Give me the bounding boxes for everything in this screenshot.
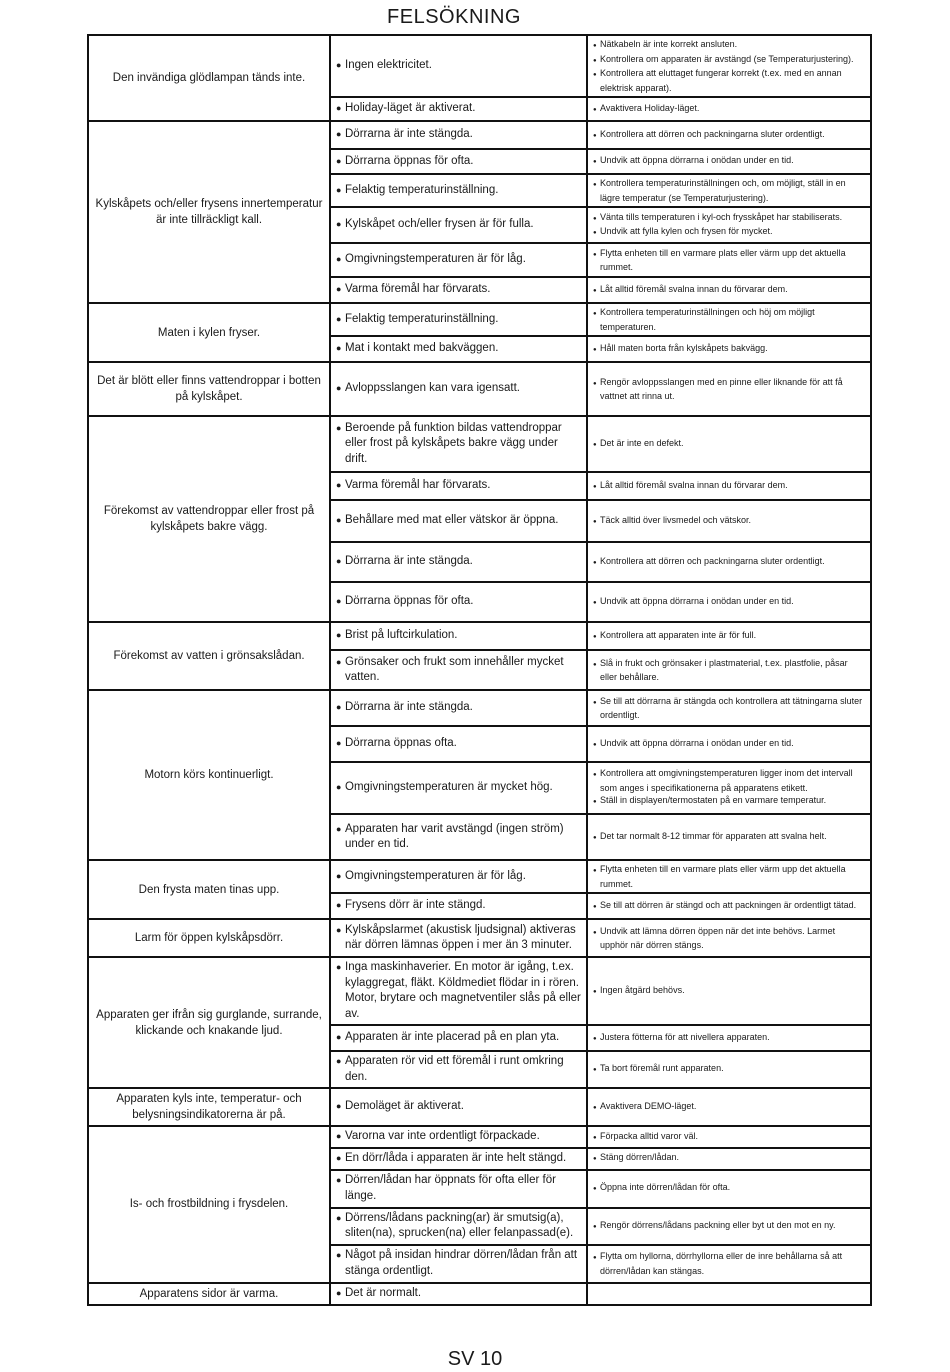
solution-cell	[587, 622, 871, 650]
cause-text: ● Apparaten har varit avstängd (ingen ström) under en tid.	[336, 822, 581, 853]
solution-text: ● Avaktivera Holiday-läget.	[593, 102, 865, 117]
cause-cell	[330, 582, 587, 622]
cause-text: ● Brist på luftcirkulation.	[336, 628, 581, 644]
cause-cell	[330, 207, 587, 243]
cause-cell	[330, 472, 587, 500]
cause-text: ● Behållare med mat eller vätskor är öppna.	[336, 513, 581, 529]
solution-cell	[587, 500, 871, 542]
solution-text: ● Kontrollera att dörren och packningarna sluter ordentligt.	[593, 128, 865, 143]
solution-cell	[587, 207, 871, 243]
cause-cell	[330, 650, 587, 690]
cause-cell	[330, 174, 587, 207]
table-row	[88, 416, 871, 472]
solution-cell	[587, 1051, 871, 1088]
cause-text: ● Felaktig temperaturinställning.	[336, 183, 581, 199]
table-row	[88, 1088, 871, 1126]
problem-cell: Den invändiga glödlampan tänds inte.	[88, 35, 330, 121]
solution-cell	[587, 893, 871, 919]
cause-text: ● Dörren/lådan har öppnats för ofta eller för länge.	[336, 1173, 581, 1204]
problem-cell: Det är blött eller finns vattendroppar i botten på kylskåpet.	[88, 362, 330, 416]
solution-cell	[587, 1245, 871, 1283]
cause-cell	[330, 860, 587, 893]
problem-cell: Is- och frostbildning i frysdelen.	[88, 1126, 330, 1283]
cause-text: ● Kylskåpet och/eller frysen är för fulla.	[336, 217, 581, 233]
cause-text: ● Ingen elektricitet.	[336, 58, 581, 74]
solution-cell	[587, 690, 871, 726]
cause-cell	[330, 1025, 587, 1051]
cause-text: ● Avloppsslangen kan vara igensatt.	[336, 381, 581, 397]
cause-cell	[330, 1051, 587, 1088]
solution-cell	[587, 542, 871, 582]
cause-text: ● En dörr/låda i apparaten är inte helt stängd.	[336, 1151, 581, 1167]
solution-text: ● Avaktivera DEMO-läget.	[593, 1100, 865, 1115]
solution-cell	[587, 1148, 871, 1170]
solution-cell	[587, 336, 871, 362]
solution-text: ● Flytta enheten till en varmare plats eller värm upp det aktuella rummet.	[593, 247, 865, 274]
table-row	[88, 121, 871, 149]
solution-text: ● Förpacka alltid varor väl.	[593, 1130, 865, 1145]
solution-text: ● Ställ in displayen/termostaten på en varmare temperatur.	[593, 794, 865, 809]
solution-text: ● Undvik att fylla kylen och frysen för mycket.	[593, 225, 865, 240]
solution-text: ● Undvik att öppna dörrarna i onödan under en tid.	[593, 595, 865, 610]
cause-text: ● Beroende på funktion bildas vattendroppar eller frost på kylskåpets bakre vägg under drift.	[336, 421, 581, 468]
solution-text: ● Undvik att lämna dörren öppen när det inte behövs. Larmet upphör när dörren stängs.	[593, 925, 865, 952]
cause-cell	[330, 726, 587, 762]
solution-text: ● Kontrollera att dörren och packningarna sluter ordentligt.	[593, 555, 865, 570]
problem-cell: Motorn körs kontinuerligt.	[88, 690, 330, 860]
cause-text: ● Varorna var inte ordentligt förpackade.	[336, 1129, 581, 1145]
solution-text: ● Öppna inte dörren/lådan för ofta.	[593, 1181, 865, 1196]
cause-text: ● Apparaten är inte placerad på en plan yta.	[336, 1030, 581, 1046]
cause-text: ● Apparaten rör vid ett föremål i runt omkring den.	[336, 1054, 581, 1085]
cause-cell	[330, 277, 587, 303]
problem-cell: Apparatens sidor är varma.	[88, 1283, 330, 1305]
solution-text: ● Nätkabeln är inte korrekt ansluten.	[593, 38, 865, 53]
cause-text: ● Felaktig temperaturinställning.	[336, 312, 581, 328]
table-row	[88, 622, 871, 650]
cause-text: ● Demoläget är aktiverat.	[336, 1099, 581, 1115]
solution-cell	[587, 1088, 871, 1126]
solution-text: ● Slå in frukt och grönsaker i plastmaterial, t.ex. plastfolie, påsar eller behållare.	[593, 657, 865, 684]
cause-text: ● Dörrarna öppnas för ofta.	[336, 594, 581, 610]
troubleshooting-table	[87, 34, 872, 1306]
table-row	[88, 919, 871, 957]
table-row	[88, 690, 871, 726]
solution-cell	[587, 814, 871, 860]
solution-cell	[587, 277, 871, 303]
cause-cell	[330, 542, 587, 582]
cause-cell	[330, 149, 587, 174]
solution-text: ● Ingen åtgärd behövs.	[593, 984, 865, 999]
cause-cell	[330, 1148, 587, 1170]
cause-cell	[330, 1126, 587, 1148]
cause-cell	[330, 97, 587, 121]
solution-cell	[587, 650, 871, 690]
solution-text: ● Se till att dörren är stängd och att packningen är ordentligt tätad.	[593, 899, 865, 914]
solution-text: ● Kontrollera att apparaten inte är för full.	[593, 629, 865, 644]
solution-cell	[587, 362, 871, 416]
solution-cell	[587, 1126, 871, 1148]
cause-cell	[330, 243, 587, 277]
cause-text: ● Dörrarna öppnas för ofta.	[336, 154, 581, 170]
cause-cell	[330, 622, 587, 650]
cause-text: ● Dörrarna är inte stängda.	[336, 554, 581, 570]
cause-text: ● Det är normalt.	[336, 1286, 581, 1302]
solution-cell	[587, 472, 871, 500]
solution-text: ● Justera fötterna för att nivellera apparaten.	[593, 1031, 865, 1046]
solution-text: ● Det tar normalt 8-12 timmar för apparaten att svalna helt.	[593, 830, 865, 845]
solution-text: ● Kontrollera att eluttaget fungerar korrekt (t.ex. med en annan elektrisk apparat).	[593, 67, 865, 94]
table-row	[88, 957, 871, 1025]
table-row	[88, 362, 871, 416]
cause-cell	[330, 303, 587, 336]
cause-text: ● Omgivningstemperaturen är för låg.	[336, 252, 581, 268]
solution-cell	[587, 860, 871, 893]
problem-cell: Maten i kylen fryser.	[88, 303, 330, 362]
cause-text: ● Mat i kontakt med bakväggen.	[336, 341, 581, 357]
solution-text: ● Kontrollera temperaturinställningen och, om möjligt, ställ in en lägre temperatur (se Temperaturjustering).	[593, 177, 865, 204]
solution-cell	[587, 121, 871, 149]
solution-text: ● Kontrollera att omgivningstemperaturen ligger inom det intervall som anges i specifikationerna på apparatens etikett.	[593, 767, 865, 794]
solution-cell	[587, 957, 871, 1025]
cause-text: ● Dörrarna öppnas ofta.	[336, 736, 581, 752]
cause-text: ● Dörrens/lådans packning(ar) är smutsig(a), sliten(na), sprucken(na) eller felanpassad(e).	[336, 1211, 581, 1242]
problem-cell: Apparaten kyls inte, temperatur- och belysningsindikatorerna är på.	[88, 1088, 330, 1126]
solution-cell	[587, 1208, 871, 1245]
solution-cell	[587, 726, 871, 762]
table-row	[88, 35, 871, 97]
cause-cell	[330, 957, 587, 1025]
problem-cell: Förekomst av vattendroppar eller frost på kylskåpets bakre vägg.	[88, 416, 330, 622]
solution-cell	[587, 919, 871, 957]
cause-text: ● Kylskåpslarmet (akustisk ljudsignal) aktiveras när dörren lämnas öppen i mer än 3 minuter.	[336, 923, 581, 954]
solution-text: ● Se till att dörrarna är stängda och kontrollera att tätningarna sluter ordentligt.	[593, 695, 865, 722]
solution-text: ● Undvik att öppna dörrarna i onödan under en tid.	[593, 737, 865, 752]
solution-text: ● Stäng dörren/lådan.	[593, 1151, 865, 1166]
page-title: FELSÖKNING	[387, 6, 521, 28]
solution-text: ● Flytta om hyllorna, dörrhyllorna eller de inre behållarna så att dörren/lådan kan stängas.	[593, 1250, 865, 1277]
cause-cell	[330, 336, 587, 362]
problem-cell: Förekomst av vatten i grönsakslådan.	[88, 622, 330, 690]
solution-text: ● Kontrollera temperaturinställningen och höj om möjligt temperaturen.	[593, 306, 865, 333]
cause-cell	[330, 1088, 587, 1126]
solution-cell	[587, 582, 871, 622]
cause-cell	[330, 762, 587, 814]
solution-text: ● Låt alltid föremål svalna innan du förvarar dem.	[593, 283, 865, 298]
solution-text: ● Flytta enheten till en varmare plats eller värm upp det aktuella rummet.	[593, 863, 865, 890]
solution-text: ● Rengör dörrens/lådans packning eller byt ut den mot en ny.	[593, 1219, 865, 1234]
cause-text: ● Grönsaker och frukt som innehåller mycket vatten.	[336, 655, 581, 686]
cause-text: ● Varma föremål har förvarats.	[336, 478, 581, 494]
solution-cell	[587, 1283, 871, 1305]
cause-text: ● Frysens dörr är inte stängd.	[336, 898, 581, 914]
cause-cell	[330, 416, 587, 472]
solution-cell	[587, 35, 871, 97]
solution-text: ● Kontrollera om apparaten är avstängd (se Temperaturjustering).	[593, 53, 865, 68]
cause-text: ● Omgivningstemperaturen är för låg.	[336, 869, 581, 885]
solution-cell	[587, 303, 871, 336]
cause-text: ● Något på insidan hindrar dörren/lådan från att stänga ordentligt.	[336, 1248, 581, 1279]
table-row	[88, 303, 871, 336]
cause-cell	[330, 893, 587, 919]
problem-cell: Apparaten ger ifrån sig gurglande, surrande, klickande och knakande ljud.	[88, 957, 330, 1088]
problem-cell: Den frysta maten tinas upp.	[88, 860, 330, 919]
solution-cell	[587, 243, 871, 277]
cause-cell	[330, 1170, 587, 1208]
solution-text: ● Rengör avloppsslangen med en pinne eller liknande för att få vattnet att rinna ut.	[593, 376, 865, 403]
cause-cell	[330, 35, 587, 97]
cause-cell	[330, 1283, 587, 1305]
cause-cell	[330, 919, 587, 957]
cause-cell	[330, 814, 587, 860]
cause-text: ● Inga maskinhaverier. En motor är igång, t.ex. kylaggregat, fläkt. Köldmediet flödar in i rören. Motor, brytare och magnetventiler slås på eller av.	[336, 960, 581, 1022]
solution-text: ● Ta bort föremål runt apparaten.	[593, 1062, 865, 1077]
cause-text: ● Omgivningstemperaturen är mycket hög.	[336, 780, 581, 796]
page-number: SV 10	[447, 1348, 503, 1370]
solution-cell	[587, 1025, 871, 1051]
cause-text: ● Dörrarna är inte stängda.	[336, 700, 581, 716]
problem-cell: Larm för öppen kylskåpsdörr.	[88, 919, 330, 957]
solution-text: ● Täck alltid över livsmedel och vätskor.	[593, 514, 865, 529]
table-row	[88, 1283, 871, 1305]
cause-text: ● Holiday-läget är aktiverat.	[336, 101, 581, 117]
cause-text: ● Varma föremål har förvarats.	[336, 282, 581, 298]
solution-cell	[587, 762, 871, 814]
table-row	[88, 1126, 871, 1148]
cause-cell	[330, 362, 587, 416]
cause-cell	[330, 500, 587, 542]
solution-cell	[587, 97, 871, 121]
problem-cell: Kylskåpets och/eller frysens innertemperatur är inte tillräckligt kall.	[88, 121, 330, 303]
cause-cell	[330, 1245, 587, 1283]
cause-cell	[330, 690, 587, 726]
solution-cell	[587, 416, 871, 472]
solution-text: ● Håll maten borta från kylskåpets bakvägg.	[593, 342, 865, 357]
solution-cell	[587, 1170, 871, 1208]
table-row	[88, 860, 871, 893]
cause-text: ● Dörrarna är inte stängda.	[336, 127, 581, 143]
solution-cell	[587, 149, 871, 174]
cause-cell	[330, 121, 587, 149]
troubleshooting-table-body	[88, 35, 871, 1305]
cause-cell	[330, 1208, 587, 1245]
solution-cell	[587, 174, 871, 207]
solution-text: ● Vänta tills temperaturen i kyl-och frysskåpet har stabiliserats.	[593, 211, 865, 226]
solution-text: ● Undvik att öppna dörrarna i onödan under en tid.	[593, 154, 865, 169]
solution-text: ● Låt alltid föremål svalna innan du förvarar dem.	[593, 479, 865, 494]
solution-text: ● Det är inte en defekt.	[593, 437, 865, 452]
